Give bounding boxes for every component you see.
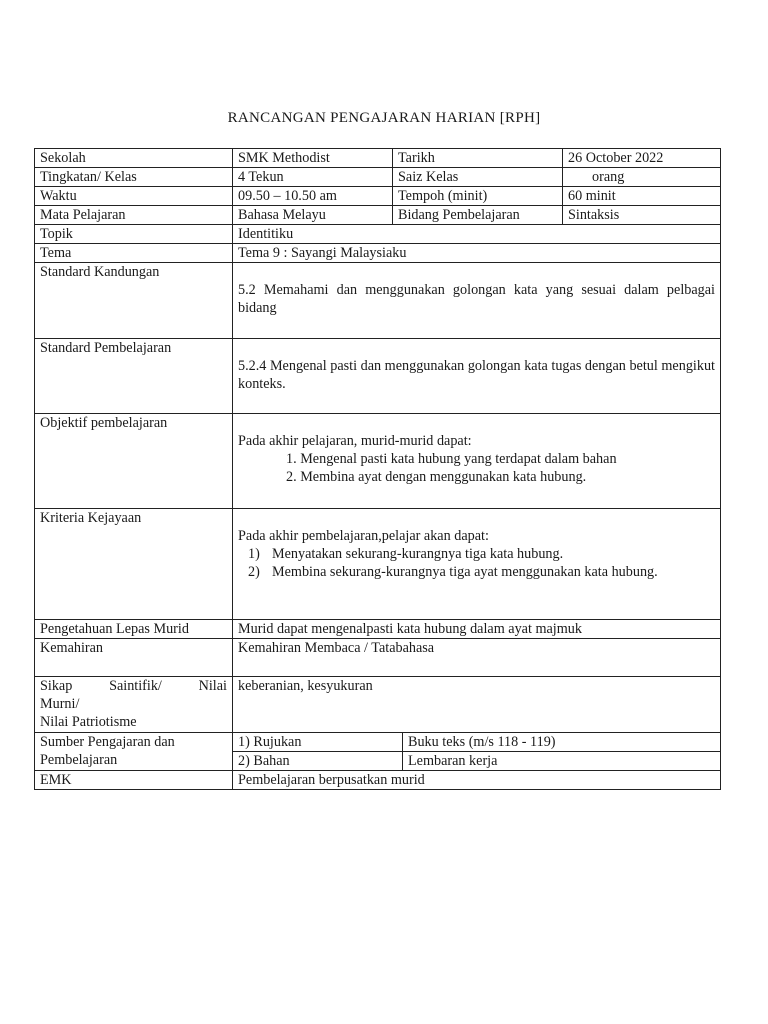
kriteria-item-number: 1) [248, 546, 260, 562]
document-title: RANCANGAN PENGAJARAN HARIAN [RPH] [227, 110, 541, 126]
standard-pembelajaran-text: 5.2.4 Mengenal pasti dan menggunakan golongan kata tugas dengan betul mengikut konteks. [238, 358, 715, 392]
label-tempoh: Tempoh (minit) [393, 187, 563, 206]
sikap-label-line1 [40, 677, 227, 695]
lesson-plan-table [34, 148, 721, 790]
value-kelas: 4 Tekun [233, 168, 393, 187]
kriteria-item-number: 2) [248, 564, 260, 580]
row-kriteria [35, 509, 721, 620]
kriteria-intro: Pada akhir pembelajaran,pelajar akan dapat: [238, 528, 489, 544]
label-pengetahuan: Pengetahuan Lepas Murid [35, 620, 233, 639]
sikap-label-line2: Murni/ [40, 696, 80, 712]
rujukan-value: Buku teks (m/s 118 - 119) [408, 734, 556, 750]
kriteria-item-text: Menyatakan sekurang-kurangnya tiga kata hubung. [272, 546, 564, 562]
sikap-word: Nilai [198, 678, 227, 694]
label-bidang: Bidang Pembelajaran [393, 206, 563, 225]
value-emk: Pembelajaran berpusatkan murid [233, 771, 721, 790]
sikap-label-line3: Nilai Patriotisme [40, 714, 137, 730]
value-waktu: 09.50 – 10.50 am [233, 187, 393, 206]
row-standard-kandungan [35, 263, 721, 339]
label-emk: EMK [35, 771, 233, 790]
objektif-item: 1. Mengenal pasti kata hubung yang terdapat dalam bahan [286, 451, 617, 467]
value-tempoh: 60 minit [563, 187, 721, 206]
label-standard-pembelajaran: Standard Pembelajaran [35, 339, 233, 414]
label-waktu: Waktu [35, 187, 233, 206]
value-standard-kandungan [233, 263, 721, 339]
value-tema: Tema 9 : Sayangi Malaysiaku [233, 244, 721, 263]
standard-kandungan-text: 5.2 Memahami dan menggunakan golongan kata yang sesuai dalam pelbagai bidang [238, 282, 715, 316]
kriteria-list [238, 545, 715, 581]
value-kemahiran: Kemahiran Membaca / Tatabahasa [233, 639, 721, 677]
label-kelas: Tingkatan/ Kelas [35, 168, 233, 187]
label-tarikh: Tarikh [393, 149, 563, 168]
row-topik [35, 225, 721, 244]
value-mata-pelajaran: Bahasa Melayu [233, 206, 393, 225]
value-standard-pembelajaran [233, 339, 721, 414]
kriteria-item-text: Membina sekurang-kurangnya tiga ayat menggunakan kata hubung. [272, 564, 658, 580]
value-tarikh: 26 October 2022 [563, 149, 721, 168]
row-objektif [35, 414, 721, 509]
label-sumber [35, 733, 233, 771]
label-mata-pelajaran: Mata Pelajaran [35, 206, 233, 225]
objektif-item: 2. Membina ayat dengan menggunakan kata hubung. [286, 469, 587, 485]
kriteria-item [238, 545, 715, 563]
value-saiz-kelas [563, 168, 721, 187]
sumber-label-line2: Pembelajaran [40, 752, 118, 768]
row-kemahiran [35, 639, 721, 677]
value-sekolah: SMK Methodist [233, 149, 393, 168]
value-bidang: Sintaksis [563, 206, 721, 225]
row-standard-pembelajaran [35, 339, 721, 414]
row-sikap [35, 677, 721, 733]
sumber-label-line1: Sumber Pengajaran dan [40, 734, 175, 750]
value-objektif [233, 414, 721, 509]
row-mata-pelajaran [35, 206, 721, 225]
value-sikap: keberanian, kesyukuran [233, 677, 721, 733]
bahan-label: 2) Bahan [233, 752, 403, 770]
label-kemahiran: Kemahiran [35, 639, 233, 677]
row-waktu [35, 187, 721, 206]
value-pengetahuan: Murid dapat mengenalpasti kata hubung dalam ayat majmuk [233, 620, 721, 639]
row-emk [35, 771, 721, 790]
rujukan-label: 1) Rujukan [233, 733, 403, 751]
bahan-value: Lembaran kerja [408, 753, 498, 769]
label-objektif: Objektif pembelajaran [35, 414, 233, 509]
sikap-word: Sikap [40, 678, 73, 694]
sumber-bahan-cell [233, 752, 721, 771]
label-topik: Topik [35, 225, 233, 244]
label-saiz-kelas: Saiz Kelas [393, 168, 563, 187]
label-standard-kandungan: Standard Kandungan [35, 263, 233, 339]
value-topik: Identitiku [233, 225, 721, 244]
row-sekolah [35, 149, 721, 168]
objektif-intro: Pada akhir pelajaran, murid-murid dapat: [238, 433, 472, 449]
value-kriteria [233, 509, 721, 620]
row-kelas [35, 168, 721, 187]
label-kriteria: Kriteria Kejayaan [35, 509, 233, 620]
row-pengetahuan [35, 620, 721, 639]
sumber-rujukan-cell [233, 733, 721, 752]
row-sumber-rujukan [35, 733, 721, 752]
label-tema: Tema [35, 244, 233, 263]
objektif-list [238, 450, 715, 486]
kriteria-item [238, 563, 715, 581]
label-sekolah: Sekolah [35, 149, 233, 168]
row-tema [35, 244, 721, 263]
label-sikap [35, 677, 233, 733]
sikap-word: Saintifik/ [109, 678, 162, 694]
saiz-kelas-unit: orang [592, 169, 625, 185]
